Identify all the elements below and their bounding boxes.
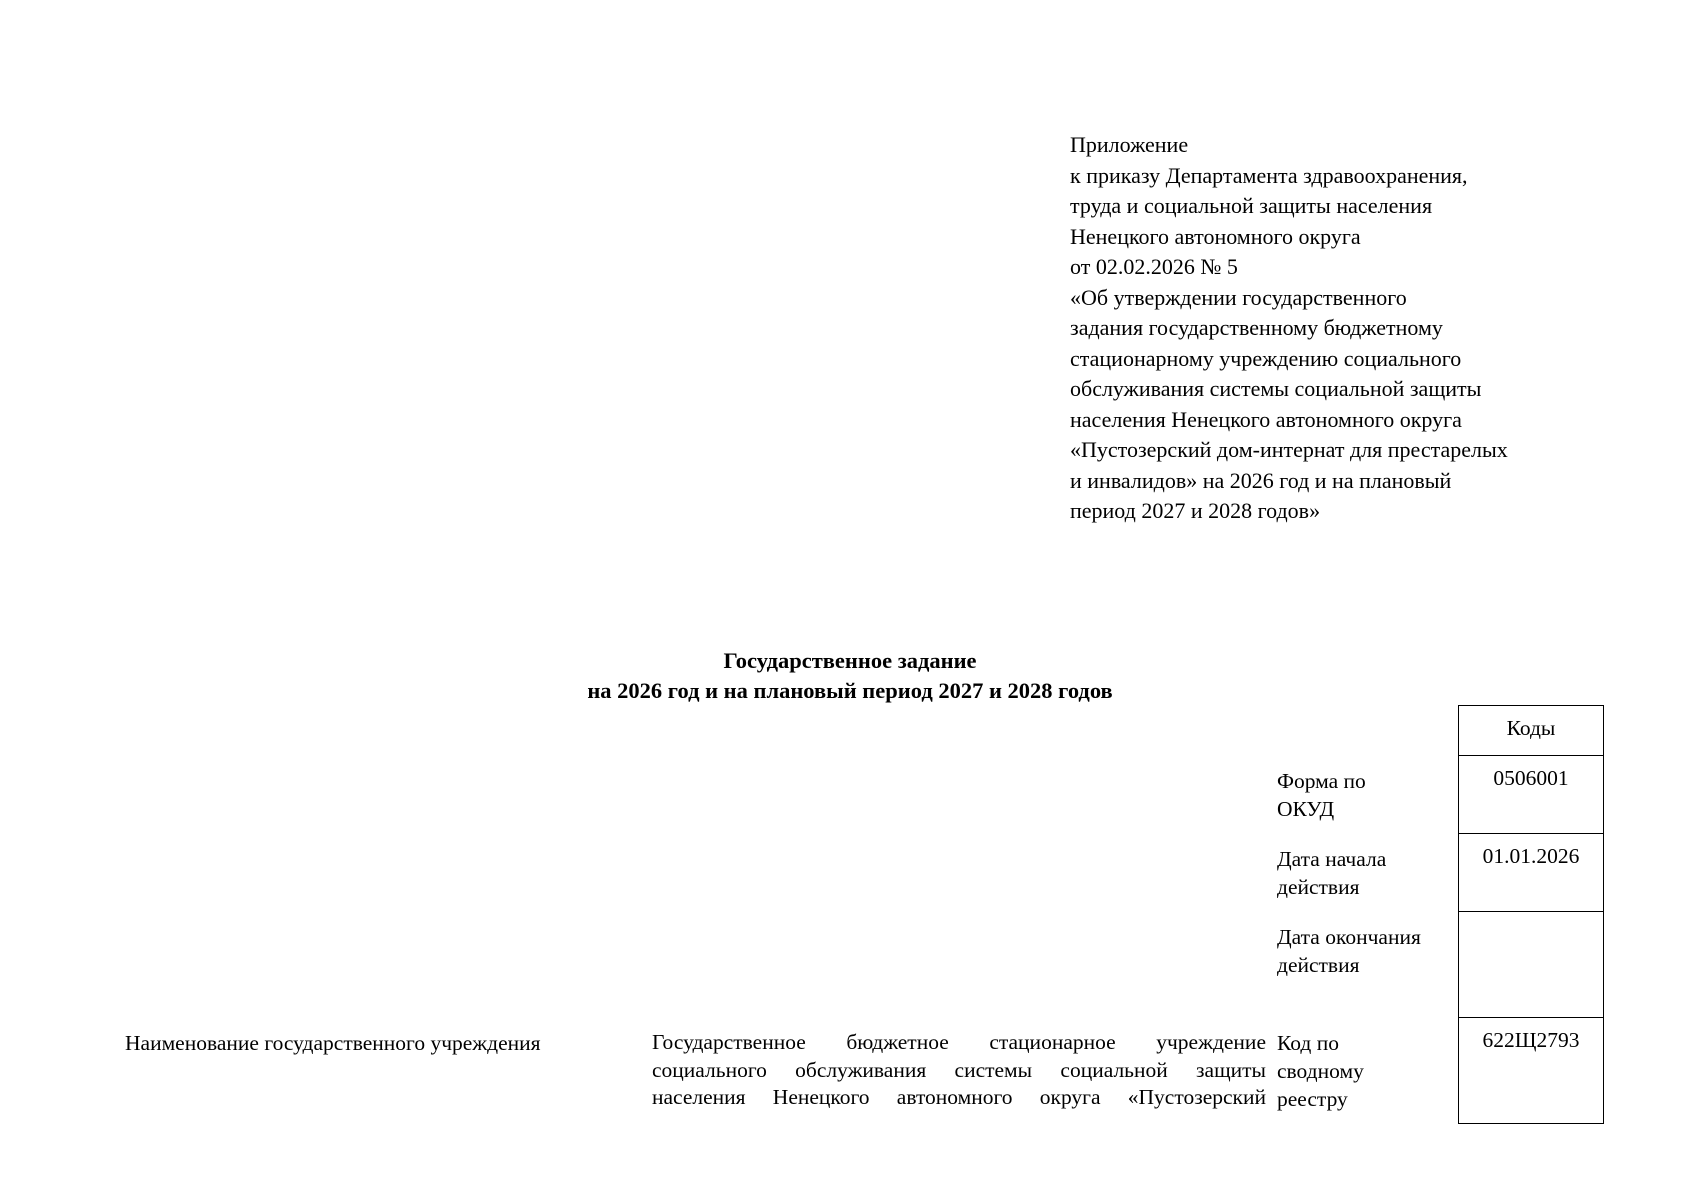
institution-word: социальной [1060, 1057, 1168, 1082]
appendix-line: стационарному учреждению социального [1070, 345, 1462, 371]
institution-line [652, 1084, 1266, 1112]
label-line: Дата окончания [1277, 925, 1421, 949]
label-line: действия [1277, 875, 1360, 899]
label-line: Форма по [1277, 769, 1366, 793]
institution-name [652, 1029, 1266, 1112]
appendix-line: и инвалидов» на 2026 год и на плановый [1070, 467, 1452, 493]
label-line: реестру [1277, 1087, 1348, 1111]
label-okud [1277, 767, 1457, 823]
institution-word: бюджетное [846, 1030, 949, 1054]
appendix-line: труда и социальной защиты населения [1070, 193, 1433, 218]
label-line: Дата начала [1277, 847, 1387, 871]
codes-table [1458, 705, 1604, 1124]
appendix-line: «Об утверждении государственного [1070, 284, 1407, 310]
appendix-header [1070, 130, 1630, 527]
institution-word: автономного [896, 1085, 1013, 1109]
institution-word: защиты [1196, 1057, 1266, 1082]
label-end-date [1277, 923, 1457, 979]
appendix-line: период 2027 и 2028 годов» [1070, 498, 1321, 523]
institution-line [652, 1029, 1266, 1057]
institution-word: социального [652, 1057, 767, 1082]
institution-label: Наименование государственного учреждения [125, 1031, 541, 1055]
appendix-line: обслуживания системы социальной защиты [1070, 376, 1482, 401]
code-end-date-value [1459, 912, 1604, 1018]
institution-word: Ненецкого [772, 1085, 870, 1109]
document-title: Государственное задание [723, 648, 977, 673]
institution-word: системы [954, 1057, 1033, 1082]
label-line: Код по [1277, 1031, 1339, 1055]
institution-word: населения [652, 1085, 746, 1109]
label-start-date [1277, 845, 1457, 901]
institution-word: округа [1039, 1085, 1101, 1109]
label-registry [1277, 1029, 1457, 1113]
institution-line [652, 1057, 1266, 1085]
appendix-line: Ненецкого автономного округа [1070, 223, 1361, 249]
code-registry-value: 622Щ2793 [1459, 1018, 1604, 1124]
document-subtitle: на 2026 год и на плановый период 2027 и 2028 годов [587, 678, 1113, 703]
institution-word: стационарное [989, 1030, 1116, 1054]
appendix-line: задания государственному бюджетному [1070, 315, 1443, 340]
appendix-line: от 02.02.2026 № 5 [1070, 254, 1238, 279]
institution-word: «Пустозерский [1127, 1085, 1266, 1109]
appendix-line: «Пустозерский дом-интернат для престарелых [1070, 437, 1508, 462]
appendix-line: Приложение [1070, 132, 1189, 157]
institution-word: Государственное [652, 1030, 806, 1054]
label-line: сводному [1277, 1059, 1364, 1083]
codes-header: Коды [1459, 706, 1604, 756]
institution-word: учреждение [1156, 1030, 1266, 1054]
label-line: ОКУД [1277, 797, 1335, 821]
appendix-line: к приказу Департамента здравоохранения, [1070, 162, 1468, 188]
institution-word: обслуживания [795, 1057, 927, 1082]
label-line: действия [1277, 953, 1360, 977]
appendix-line: населения Ненецкого автономного округа [1070, 406, 1462, 432]
code-start-date-value: 01.01.2026 [1459, 834, 1604, 912]
code-okud-value: 0506001 [1459, 756, 1604, 834]
